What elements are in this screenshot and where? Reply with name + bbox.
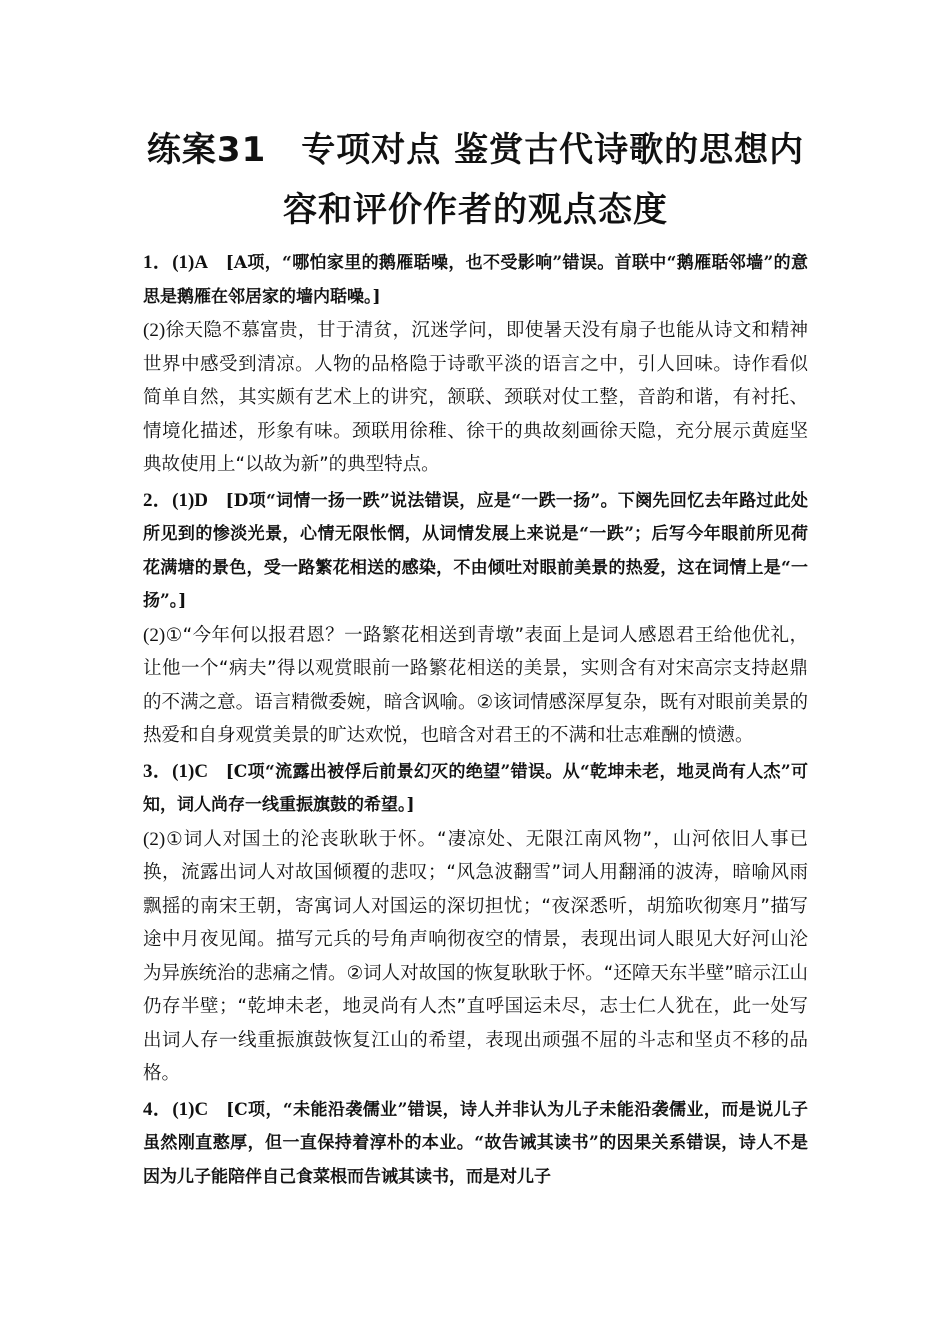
answer-3-part2	[143, 823, 808, 1091]
answer-1-part2-label: (2)	[143, 320, 166, 341]
answer-4-number: 4．(1)C	[143, 1098, 209, 1120]
answer-3-analysis: [C项“流露出被俘后前景幻灭的绝望”错误。从“乾坤未老，地灵尚有人杰”可知，词人尚存一线重振旗鼓的希望。]	[143, 761, 808, 815]
answer-3-number: 3．(1)C	[143, 760, 209, 782]
answer-2-analysis: [D项“词情一扬一跌”说法错误，应是“一跌一扬”。下阕先回忆去年路过此处所见到的惨淡光景，心情无限怅惘，从词情发展上来说是“一跌”；后写今年眼前所见荷花满塘的景色，受一路繁花相送的感染，不由倾吐对眼前美景的热爱，这在词情上是“一扬”。]	[143, 490, 808, 611]
answer-1-choice	[143, 246, 808, 314]
answer-2-number: 2．(1)D	[143, 489, 208, 511]
document-page	[143, 120, 808, 1194]
answer-1-number: 1．(1)A	[143, 252, 209, 273]
answer-4-analysis: [C项，“未能沿袭儒业”错误，诗人并非认为儿子未能沿袭儒业，而是说儿子虽然刚直憨厚，但一直保持着淳朴的本业。“故告诫其读书”的因果关系错误，诗人不是因为儿子能陪伴自己食菜根而告诫其读书，而是对儿子	[143, 1099, 808, 1187]
page-title-line-1: 练案31 专项对点 鉴赏古代诗歌的思想内	[146, 130, 805, 170]
answer-3-part2-label: (2)	[143, 828, 166, 850]
answer-2-choice	[143, 484, 808, 619]
page-title-line-2: 容和评价作者的观点态度	[283, 190, 668, 230]
answer-2-part2	[143, 619, 808, 753]
answer-1-part2	[143, 314, 808, 482]
answer-1-analysis: [A项，“哪怕家里的鹅雁聒噪，也不受影响”错误。首联中“鹅雁聒邻墙”的意思是鹅雁在邻居家的墙内聒噪。]	[143, 253, 808, 307]
answer-3-part2-text: ①词人对国土的沦丧耿耿于怀。“凄凉处、无限江南风物”，山河依旧人事已换，流露出词人对故国倾覆的悲叹；“风急波翻雪”词人用翻涌的波涛，暗喻风雨飘摇的南宋王朝，寄寓词人对国运的深切担忧；“夜深悉听，胡笳吹彻寒月”描写途中月夜见闻。描写元兵的号角声响彻夜空的情景，表现出词人眼见大好河山沦为异族统治的悲痛之情。②词人对故国的恢复耿耿于怀。“还障天东半壁”暗示江山仍存半壁；“乾坤未老，地灵尚有人杰”直呼国运未尽，志士仁人犹在，此一处写出词人存一线重振旗鼓恢复江山的希望，表现出顽强不屈的斗志和坚贞不移的品格。	[143, 828, 808, 1084]
answer-3-choice	[143, 755, 808, 823]
page-title	[143, 120, 808, 240]
answer-4-choice	[143, 1093, 808, 1195]
answer-2-part2-text: ①“今年何以报君恩？一路繁花相送到青墩”表面上是词人感恩君王给他优礼，让他一个“病夫”得以观赏眼前一路繁花相送的美景，实则含有对宋高宗支持赵鼎的不满之意。语言精微委婉，暗含讽喻。②该词情感深厚复杂，既有对眼前美景的热爱和自身观赏美景的旷达欢悦，也暗含对君王的不满和壮志难酬的愤懑。	[143, 624, 808, 746]
answer-1-part2-text: 徐天隐不慕富贵，甘于清贫，沉迷学问，即使暑天没有扇子也能从诗文和精神世界中感受到清凉。人物的品格隐于诗歌平淡的语言之中，引人回味。诗作看似简单自然，其实颇有艺术上的讲究，颔联、颈联对仗工整，音韵和谐，有衬托、情境化描述，形象有味。颈联用徐稚、徐干的典故刻画徐天隐，充分展示黄庭坚典故使用上“以故为新”的典型特点。	[143, 320, 808, 475]
answer-2-part2-label: (2)	[143, 624, 166, 646]
